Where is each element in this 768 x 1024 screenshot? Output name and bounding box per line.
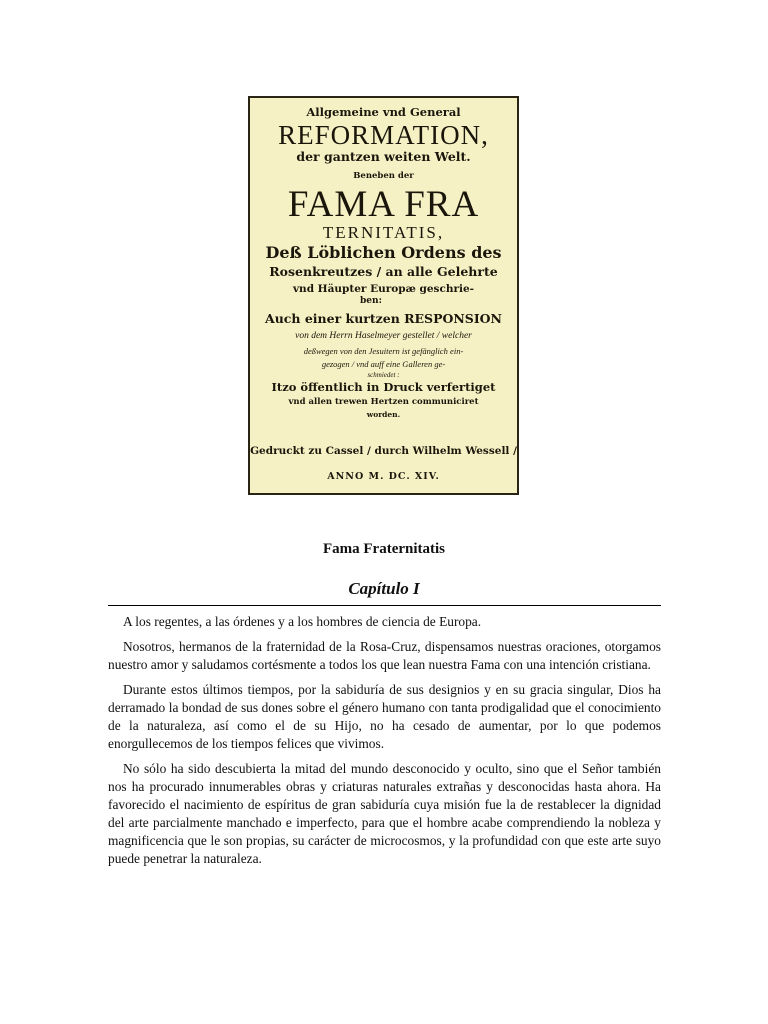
paragraph: No sólo ha sido descubierta la mitad del mundo desconocido y oculto, sino que el Señor también nos ha procurado innumerables obras y criaturas naturales extrañas y desconocidas hasta ahora. Ha favorecido el nacimiento de espíritus de gran sabiduría cuya misión fue la de restablecer la dignidad del arte parcialmente manchado e imperfecto, para que el hombre acabe comprendiendo la nobleza y magnificencia que le son propias, su carácter de microcosmos, y la profundidad con que este arte suyo puede penetrar la naturaleza. xyxy=(108,761,661,866)
title-page-line: vnd Häupter Europæ geschrie- xyxy=(292,283,475,295)
title-page-line: Allgemeine vnd General xyxy=(306,105,461,119)
title-page-line: Deß Löblichen Ordens des xyxy=(265,243,502,262)
title-page-line: ANNO M. DC. XIV. xyxy=(327,471,440,482)
title-page-line: Auch einer kurtzen RESPONSION xyxy=(265,311,502,326)
title-page-line: FAMA FRA xyxy=(287,184,480,225)
title-page-line: REFORMATION, xyxy=(278,120,489,150)
title-page-line: Beneben der xyxy=(353,171,414,181)
title-page-line: deßwegen von den Jesuitern ist gefänglich ein- xyxy=(303,346,464,356)
title-page-line: schmiedet : xyxy=(367,371,400,379)
paragraph: Nosotros, hermanos de la fraternidad de la Rosa-Cruz, dispensamos nuestras oraciones, otorgamos nuestro amor y saludamos cortésmente a todos los que lean nuestra Fama con una intención cristiana. xyxy=(108,639,661,672)
title-page-line: Itzo öffentlich in Druck verfertiget xyxy=(271,380,496,394)
document-title: Fama Fraternitatis xyxy=(322,541,446,557)
paragraph: Durante estos últimos tiempos, por la sabiduría de sus designios y en su gracia singular, Dios ha derramado la bondad de sus dones sobre el género humano con tanta prodigalidad que el conocimiento de la naturaleza, así como el de su Hijo, no ha cesado de aumentar, por lo que podemos enorgullecemos de los tiempos felices que vivimos. xyxy=(108,682,661,751)
title-page-line: Gedruckt zu Cassel / durch Wilhelm Wessell / xyxy=(250,445,517,457)
title-page-line: Rosenkreutzes / an alle Gelehrte xyxy=(269,264,498,279)
title-page-line: worden. xyxy=(366,410,401,419)
title-page-image xyxy=(248,96,519,495)
horizontal-rule xyxy=(108,605,661,606)
title-page-line: der gantzen weiten Welt. xyxy=(296,149,471,164)
chapter-title: Capítulo I xyxy=(348,579,420,598)
title-page-text xyxy=(250,98,517,493)
title-page-line: von dem Herrn Haselmeyer gestellet / welcher xyxy=(295,331,472,341)
title-page-line: gezogen / vnd auff eine Galleren ge- xyxy=(321,359,446,369)
title-page-line: TERNITATIS, xyxy=(322,223,445,242)
title-page-line: ben: xyxy=(360,296,382,306)
title-page-line: vnd allen trewen Hertzen communiciret xyxy=(288,397,479,407)
document-body xyxy=(108,613,661,875)
paragraph: A los regentes, a las órdenes y a los hombres de ciencia de Europa. xyxy=(123,614,482,629)
